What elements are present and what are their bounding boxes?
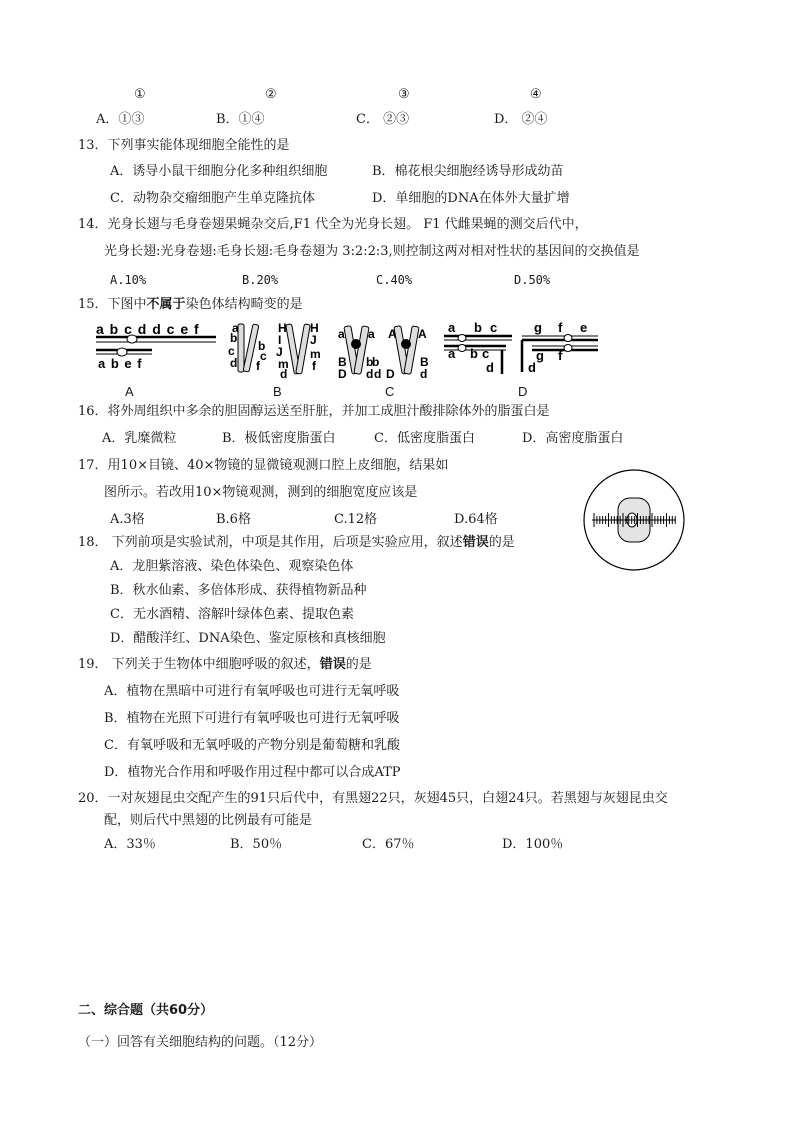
svg-text:b: b <box>474 320 482 335</box>
q15-figure-a <box>92 321 222 371</box>
q12-fig-label-3: ③ <box>398 87 410 102</box>
svg-text:f: f <box>558 348 563 363</box>
q17-option-c: C.12格 <box>334 512 378 527</box>
svg-text:I: I <box>278 333 282 347</box>
q16-stem: 16．将外周组织中多余的胆固醇运送至肝脏，并加工成胆汁酸排除体外的脂蛋白是 <box>78 404 550 419</box>
svg-text:c: c <box>482 346 490 361</box>
q18-option-a: A．龙胆紫溶液、染色体染色、观察染色体 <box>110 559 354 574</box>
section-title: 二、综合题（共60分） <box>78 1003 214 1018</box>
q18-option-c: C．无水酒精、溶解叶绿体色素、提取色素 <box>110 607 354 622</box>
q18-option-b: B．秋水仙素、多倍体形成、获得植物新品种 <box>110 583 367 598</box>
svg-text:A: A <box>388 327 397 341</box>
q15-label-c: C <box>385 384 395 399</box>
q16-option-b: B．极低密度脂蛋白 <box>222 431 336 446</box>
q12-option-b: B．①④ <box>216 112 265 127</box>
q20-option-c: C．67％ <box>362 837 415 852</box>
q18-stem-prefix: 18． 下列前项是实验试剂，中项是其作用，后项是实验应用，叙述 <box>78 535 463 550</box>
q15-stem-prefix: 15．下图中 <box>78 297 147 312</box>
q18-stem <box>78 535 515 551</box>
svg-text:d: d <box>374 367 382 381</box>
q20-option-d: D．100％ <box>502 837 564 852</box>
svg-text:m: m <box>278 357 289 371</box>
svg-text:D: D <box>338 367 347 381</box>
svg-text:B: B <box>338 355 347 369</box>
q19-stem-bold: 错误 <box>319 657 346 672</box>
q17-option-d: D.64格 <box>454 512 498 527</box>
q15-figa-bottom: a b e f <box>98 356 143 371</box>
svg-text:d: d <box>528 360 536 375</box>
q12-option-a: A．①③ <box>96 112 145 127</box>
q14-option-b: B.20% <box>242 273 279 287</box>
svg-text:g: g <box>536 348 544 363</box>
q15-label-a: A <box>125 384 134 399</box>
svg-text:H: H <box>310 321 319 335</box>
q15-label-b: B <box>273 384 282 399</box>
svg-text:f: f <box>558 320 563 335</box>
svg-text:c: c <box>260 349 267 363</box>
svg-text:a: a <box>448 346 456 361</box>
q16-option-a: A．乳糜微粒 <box>102 431 177 446</box>
q20-stem-line1: 20．一对灰翅昆虫交配产生的91只后代中，有黑翅22只，灰翅45只，白翅24只。若黑翅与灰翅昆虫交 <box>78 791 668 806</box>
q20-option-b: B．50％ <box>230 837 283 852</box>
q12-fig-label-2: ② <box>265 87 277 102</box>
q19-option-d: D．植物光合作用和呼吸作用过程中都可以合成ATP <box>104 765 401 780</box>
q18-option-d: D．醋酸洋红、DNA染色、鉴定原核和真核细胞 <box>110 631 386 646</box>
q17-option-a: A.3格 <box>110 512 145 527</box>
svg-text:a: a <box>338 327 345 341</box>
q16-option-d: D．高密度脂蛋白 <box>522 431 624 446</box>
q14-option-c: C.40% <box>376 273 413 287</box>
q18-stem-bold: 错误 <box>462 535 489 550</box>
svg-text:d: d <box>486 360 494 375</box>
q15-stem-suffix: 染色体结构畸变的是 <box>185 297 303 312</box>
svg-text:b: b <box>470 346 478 361</box>
svg-text:b: b <box>258 339 266 353</box>
q15-figure-b <box>228 322 328 380</box>
svg-text:c: c <box>490 320 498 335</box>
q13-option-a: A．诱导小鼠干细胞分化多种组织细胞 <box>110 164 328 179</box>
svg-text:a: a <box>232 321 239 335</box>
q19-option-b: B．植物在光照下可进行有氧呼吸也可进行无氧呼吸 <box>104 711 400 726</box>
q13-option-b: B．棉花根尖细胞经诱导形成幼苗 <box>372 164 564 179</box>
q18-stem-suffix: 的是 <box>488 535 515 550</box>
svg-text:m: m <box>310 347 321 361</box>
q17-stem-line1: 17．用10×目镜、40×物镜的显微镜观测口腔上皮细胞，结果如 <box>78 458 449 473</box>
q20-stem-line2: 配，则后代中黑翅的比例最有可能是 <box>104 813 313 828</box>
svg-text:d: d <box>230 356 238 370</box>
q12-option-d: D． ②④ <box>494 112 548 127</box>
svg-text:f: f <box>256 359 260 373</box>
svg-text:d: d <box>280 367 288 381</box>
svg-text:J: J <box>310 333 317 347</box>
svg-text:b: b <box>366 355 374 369</box>
q19-option-a: A．植物在黑暗中可进行有氧呼吸也可进行无氧呼吸 <box>104 684 400 699</box>
q14-stem-line2: 光身长翅:光身卷翅:毛身长翅:毛身卷翅为 3:2:2:3,则控制这两对相对性状的基因间的交换值是 <box>104 244 640 259</box>
q14-option-d: D.50% <box>514 273 551 287</box>
svg-text:J: J <box>276 345 283 359</box>
q19-option-c: C．有氧呼吸和无氧呼吸的产物分别是葡萄糖和乳酸 <box>104 738 400 753</box>
svg-text:d: d <box>420 367 428 381</box>
q12-fig-label-4: ④ <box>530 87 542 102</box>
svg-text:d: d <box>366 367 374 381</box>
q13-stem: 13．下列事实能体现细胞全能性的是 <box>78 138 290 153</box>
svg-text:c: c <box>228 344 235 358</box>
q17-microscope-field-figure <box>582 468 686 572</box>
svg-text:g: g <box>534 320 542 335</box>
section-subtitle: （一）回答有关细胞结构的问题。（12分） <box>78 1035 323 1050</box>
q19-stem <box>78 657 372 673</box>
q15-figure-d <box>440 322 600 380</box>
q14-option-a: A.10% <box>110 273 147 287</box>
q14-stem-line1: 14．光身长翅与毛身卷翅果蝇杂交后,F1 代全为光身长翅。 F1 代雌果蝇的测交后代中， <box>78 217 588 232</box>
q15-figure-c <box>336 322 436 380</box>
svg-text:b: b <box>230 331 238 345</box>
q19-stem-suffix: 的是 <box>345 657 372 672</box>
q13-option-d: D．单细胞的DNA在体外大量扩增 <box>372 191 570 206</box>
q17-stem-line2: 图所示。若改用10×物镜观测，测到的细胞宽度应该是 <box>104 485 418 500</box>
svg-text:a: a <box>368 327 375 341</box>
q20-option-a: A．33％ <box>104 837 156 852</box>
svg-text:H: H <box>278 321 287 335</box>
svg-text:D: D <box>386 367 395 381</box>
svg-text:A: A <box>418 327 427 341</box>
q15-label-d: D <box>518 384 528 399</box>
svg-text:e: e <box>580 320 588 335</box>
q19-stem-prefix: 19． 下列关于生物体中细胞呼吸的叙述， <box>78 657 320 672</box>
q15-figa-top: a b c d d c e f <box>96 321 200 337</box>
svg-text:f: f <box>312 359 316 373</box>
q12-option-c: C． ②③ <box>356 112 410 127</box>
svg-text:a: a <box>448 320 456 335</box>
svg-text:b: b <box>372 355 380 369</box>
q13-option-c: C．动物杂交瘤细胞产生单克隆抗体 <box>110 191 315 206</box>
svg-text:B: B <box>420 355 429 369</box>
q12-fig-label-1: ① <box>134 87 146 102</box>
q15-stem-bold: 不属于 <box>146 297 186 312</box>
q17-option-b: B.6格 <box>216 512 251 527</box>
q15-stem <box>78 297 303 313</box>
q16-option-c: C．低密度脂蛋白 <box>374 431 475 446</box>
